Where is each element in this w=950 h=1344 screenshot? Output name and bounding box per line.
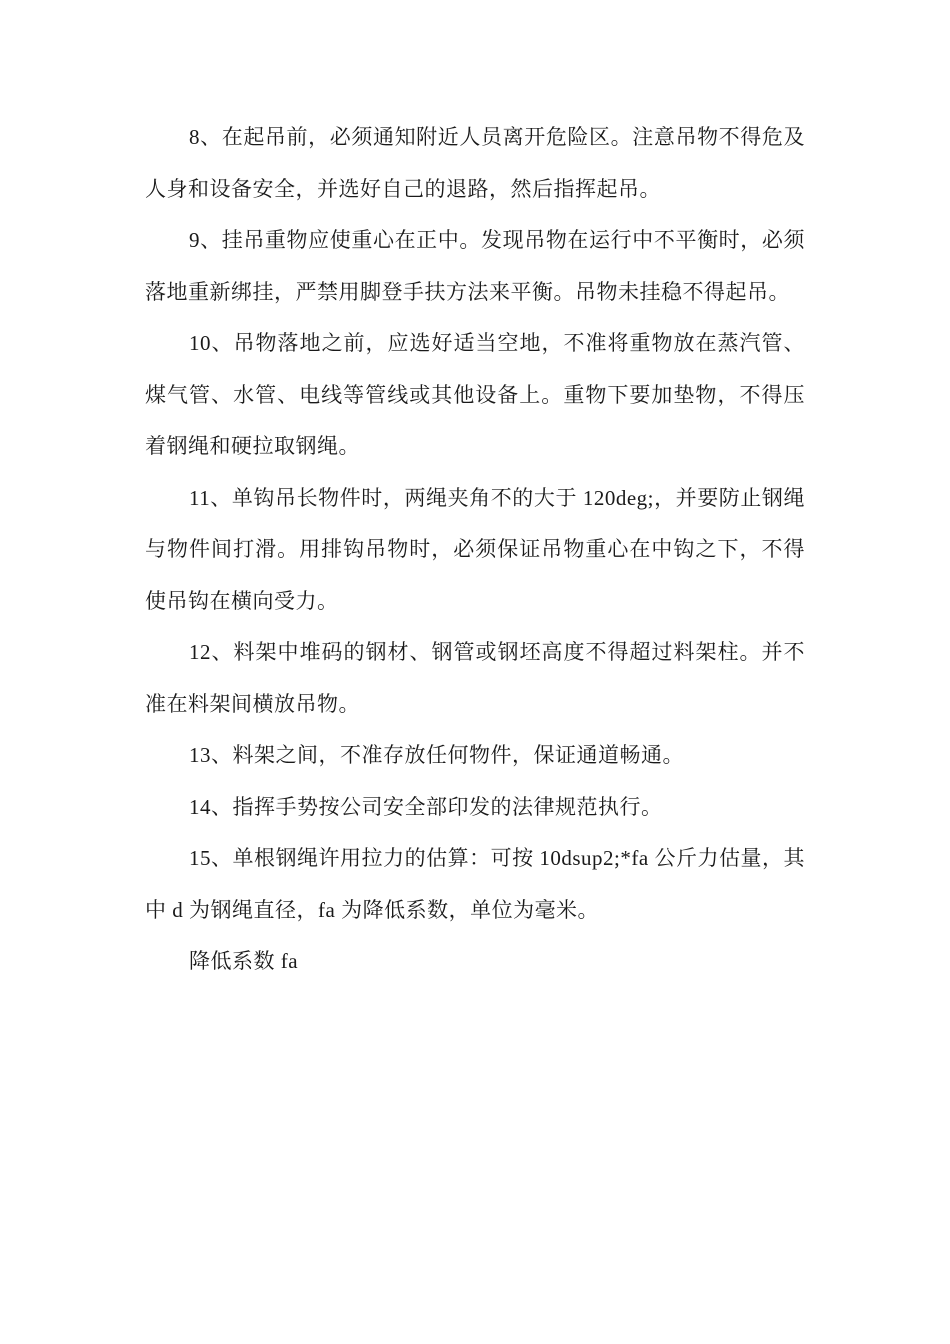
- paragraph-item-15: 15、单根钢绳许用拉力的估算：可按 10dsup2;*fa 公斤力估量，其中 d 为钢绳直径，fa 为降低系数，单位为毫米。: [145, 846, 805, 922]
- paragraph-item-10: 10、吊物落地之前，应选好适当空地，不准将重物放在蒸汽管、煤气管、水管、电线等管线或其他设备上。重物下要加垫物，不得压着钢绳和硬拉取钢绳。: [145, 331, 805, 458]
- paragraph-item-8: 8、在起吊前，必须通知附近人员离开危险区。注意吊物不得危及人身和设备安全，并选好自己的退路，然后指挥起吊。: [145, 125, 805, 201]
- paragraph-item-12: 12、料架中堆码的钢材、钢管或钢坯高度不得超过料架柱。并不准在料架间横放吊物。: [145, 640, 805, 716]
- paragraph-reduction-factor-heading: 降低系数 fa: [189, 949, 299, 973]
- paragraph-item-11: 11、单钩吊长物件时，两绳夹角不的大于 120deg;，并要防止钢绳与物件间打滑。用排钩吊物时，必须保证吊物重心在中钩之下，不得使吊钩在横向受力。: [145, 485, 805, 613]
- paragraph-item-14: 14、指挥手势按公司安全部印发的法律规范执行。: [189, 794, 663, 819]
- document-body: [145, 112, 805, 988]
- paragraph-item-9: 9、挂吊重物应使重心在正中。发现吊物在运行中不平衡时，必须落地重新绑挂，严禁用脚登手扶方法来平衡。吊物未挂稳不得起吊。: [145, 228, 805, 304]
- paragraph-item-13: 13、料架之间，不准存放任何物件，保证通道畅通。: [189, 743, 684, 767]
